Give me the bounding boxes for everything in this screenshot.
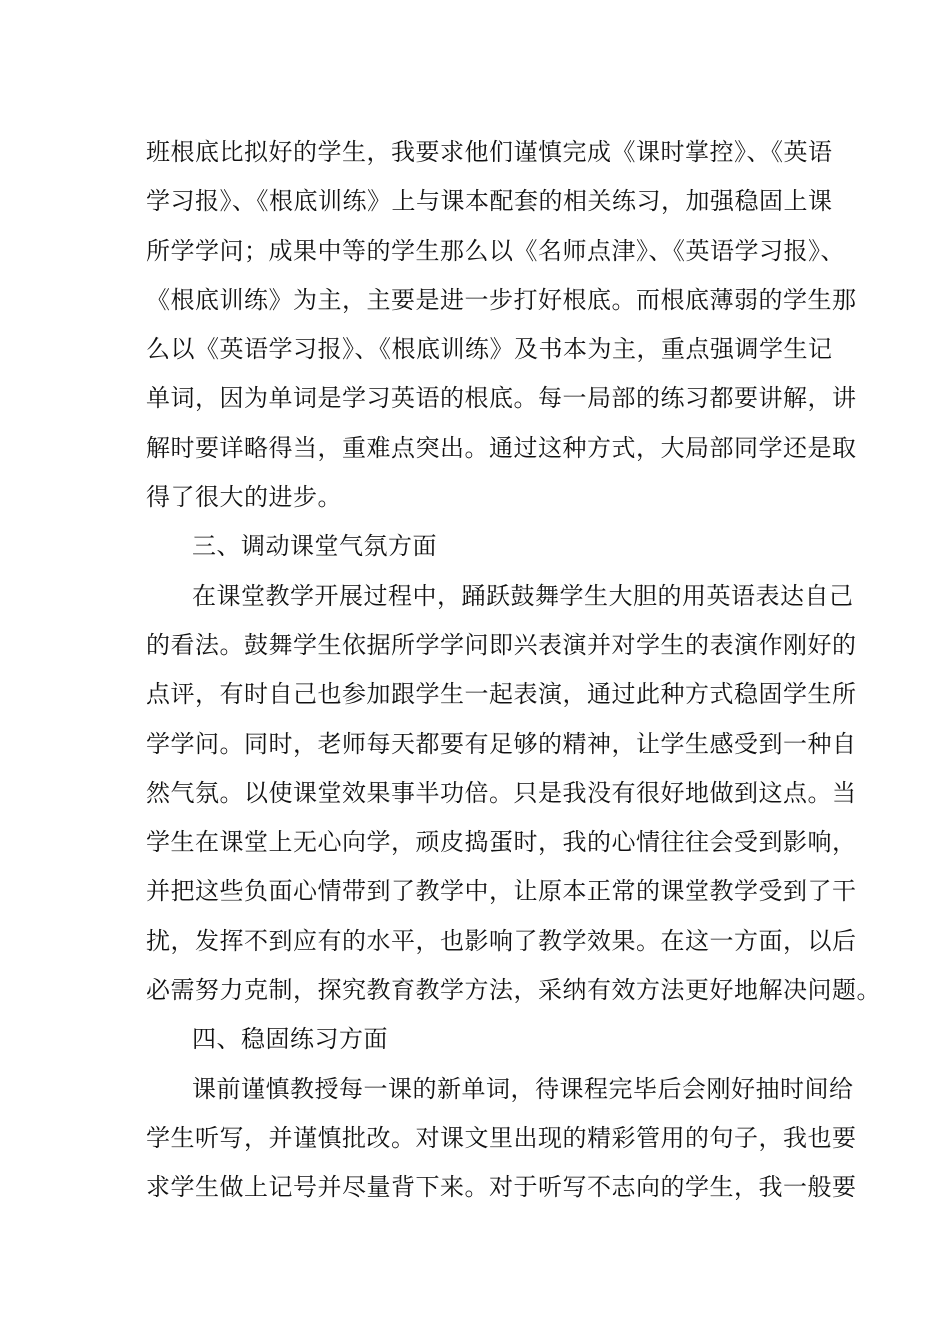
text-line: 学学问。同时，老师每天都要有足够的精神，让学生感受到一种自 xyxy=(146,729,857,758)
text-line: 必需努力克制，探究教育教学方法，采纳有效方法更好地解决问题。 xyxy=(146,976,881,1005)
text-line: 单词，因为单词是学习英语的根底。每一局部的练习都要讲解，讲 xyxy=(146,384,857,413)
text-line: 扰，发挥不到应有的水平，也影响了教学效果。在这一方面，以后 xyxy=(146,926,857,955)
text-line: 得了很大的进步。 xyxy=(146,483,342,512)
paragraph-start-line: 课前谨慎教授每一课的新单词，待课程完毕后会刚好抽时间给 xyxy=(192,1074,854,1103)
text-line: 点评，有时自己也参加跟学生一起表演，通过此种方式稳固学生所 xyxy=(146,680,857,709)
text-line: 班根底比拟好的学生，我要求他们谨慎完成《课时掌控》、《英语 xyxy=(146,138,833,166)
text-line: 的看法。鼓舞学生依据所学学问即兴表演并对学生的表演作刚好的 xyxy=(146,630,857,659)
section-heading: 三、调动课堂气氛方面 xyxy=(192,532,437,561)
text-line: 学习报》、《根底训练》上与课本配套的相关练习，加强稳固上课 xyxy=(146,187,833,216)
text-line: 并把这些负面心情带到了教学中，让原本正常的课堂教学受到了干 xyxy=(146,877,857,906)
section-heading: 四、稳固练习方面 xyxy=(192,1025,388,1054)
text-line: 所学学问；成果中等的学生那么以《名师点津》、《英语学习报》、 xyxy=(146,236,845,265)
text-line: 解时要详略得当，重难点突出。通过这种方式，大局部同学还是取 xyxy=(146,433,857,462)
document-body xyxy=(146,128,881,1213)
text-line: 学生在课堂上无心向学，顽皮捣蛋时，我的心情往往会受到影响， xyxy=(146,828,857,857)
paragraph-start-line: 在课堂教学开展过程中，踊跃鼓舞学生大胆的用英语表达自己 xyxy=(192,581,854,610)
text-line: 《根底训练》为主，主要是进一步打好根底。而根底薄弱的学生那 xyxy=(146,285,857,314)
text-line: 然气氛。以使课堂效果事半功倍。只是我没有很好地做到这点。当 xyxy=(146,778,857,807)
text-line: 学生听写，并谨慎批改。对课文里出现的精彩管用的句子，我也要 xyxy=(146,1123,857,1152)
text-line: 求学生做上记号并尽量背下来。对于听写不志向的学生，我一般要 xyxy=(146,1173,857,1202)
text-line: 么以《英语学习报》、《根底训练》及书本为主，重点强调学生记 xyxy=(146,335,833,364)
